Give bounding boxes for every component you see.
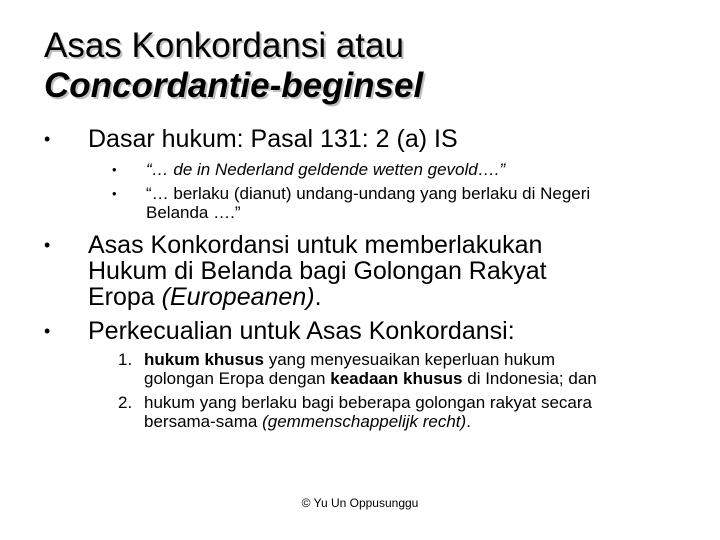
sub-bullet-dutch-quote [112,160,702,179]
item-number: 1. [118,350,133,369]
footer-copyright: © Yu Un Oppusunggu [301,496,419,510]
title-line-2: Concordantie-beginsel [44,66,424,105]
item-text-part: golongan Eropa dengan [144,369,331,388]
bold-term: hukum khusus [144,350,264,369]
item-text [144,350,704,388]
item-text-part: bersama-sama [144,412,263,431]
item-text [144,393,704,431]
sub-bullet-marker: • [112,186,117,201]
numbered-item-2 [118,393,708,433]
sub-bullet-indonesian-quote [112,184,702,224]
bullet-dasar-hukum [44,126,684,152]
item-text-part: yang menyesuaikan keperluan hukum [263,350,556,369]
bullet-line-1: Asas Konkordansi untuk memberlakukan [88,231,543,259]
sub-bullet-text [146,184,590,222]
bullet-line-3-end: . [314,283,322,311]
bullet-text: Dasar hukum: Pasal 131: 2 (a) IS [88,125,458,153]
title-line-1: Asas Konkordansi atau [44,26,404,65]
bullet-perkecualian [44,318,684,344]
bullet-italic-term: (Europeanen) [161,283,315,311]
bullet-line-3: Eropa [88,283,162,311]
bullet-line-2: Hukum di Belanda bagi Golongan Rakyat [88,257,547,285]
bullet-text: Perkecualian untuk Asas Konkordansi: [88,317,515,345]
item-text-part: . [466,412,471,431]
sub-bullet-line-2: Belanda ….” [146,203,241,222]
sub-bullet-line-1: “… berlaku (dianut) undang-undang yang berlaku di Negeri [146,184,591,203]
bullet-marker: • [44,129,51,149]
bullet-text [88,232,547,310]
sub-bullet-text: “… de in Nederland geldende wetten gevold….” [146,160,506,179]
item-text-part: di Indonesia; dan [462,369,597,388]
numbered-item-1 [118,350,708,390]
sub-bullet-marker: • [112,162,117,177]
bold-term: keadaan khusus [330,369,463,388]
item-number: 2. [118,393,133,412]
item-text-part: hukum yang berlaku bagi beberapa golongan rakyat secara [144,393,592,412]
slide-title [44,26,423,106]
bullet-marker: • [44,321,51,341]
italic-term: (gemmenschappelijk recht) [262,412,467,431]
bullet-marker: • [44,235,51,255]
bullet-asas-konkordansi [44,232,684,312]
